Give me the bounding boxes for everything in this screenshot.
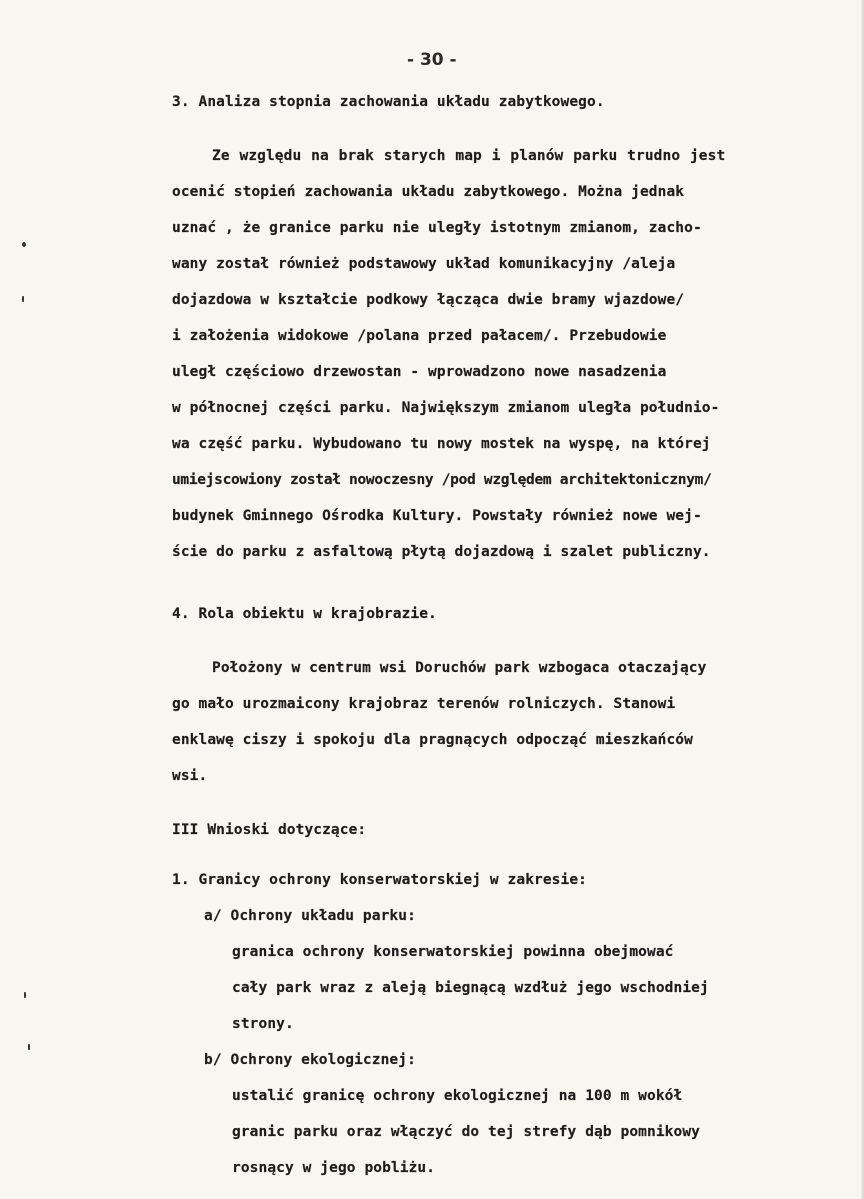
margin-tick <box>24 992 26 998</box>
text-line: go mało urozmaicony krajobraz terenów rolniczych. Stanowi <box>172 696 676 712</box>
text-line: wa część parku. Wybudowano tu nowy mostek na wyspę, na której <box>172 436 711 452</box>
text-line: enklawę ciszy i spokoju dla pragnących odpocząć mieszkańców <box>172 732 693 748</box>
margin-tick <box>22 296 24 302</box>
sub-item-b-heading: b/ Ochrony ekologicznej: <box>204 1052 416 1068</box>
list-item-1: 1. Granicy ochrony konserwatorskiej w zakresie: <box>172 872 587 888</box>
text-line: Położony w centrum wsi Doruchów park wzbogaca otaczający <box>212 660 707 676</box>
text-line: w północnej części parku. Największym zmianom uległa południo- <box>172 400 720 416</box>
text-line: i założenia widokowe /polana przed pałacem/. Przebudowie <box>172 328 667 344</box>
text-line: ocenić stopień zachowania układu zabytkowego. Można jednak <box>172 184 685 200</box>
section-iii-heading: III Wnioski dotyczące: <box>172 822 367 838</box>
text-line: dojazdowa w kształcie podkowy łącząca dwie bramy wjazdowe/ <box>172 292 685 308</box>
text-line: granic parku oraz włączyć do tej strefy dąb pomnikowy <box>232 1124 700 1140</box>
sub-item-a-heading: a/ Ochrony układu parku: <box>204 908 416 924</box>
text-line: uległ częściowo drzewostan - wprowadzono nowe nasadzenia <box>172 364 667 380</box>
text-line: strony. <box>232 1016 294 1032</box>
margin-tick <box>28 1044 30 1050</box>
page-number: - 30 - <box>407 50 457 70</box>
margin-dot <box>22 242 26 247</box>
text-line: rosnący w jego pobliżu. <box>232 1160 436 1176</box>
text-line: cały park wraz z aleją biegnącą wzdłuż jego wschodniej <box>232 980 709 996</box>
text-line: umiejscowiony został nowoczesny /pod względem architektonicznym/ <box>172 472 712 488</box>
text-line: ście do parku z asfaltową płytą dojazdową i szalet publiczny. <box>172 544 711 560</box>
text-line: wsi. <box>172 768 208 784</box>
text-line: uznać , że granice parku nie uległy istotnym zmianom, zacho- <box>172 220 702 236</box>
text-line: budynek Gminnego Ośrodka Kultury. Powstały również nowe wej- <box>172 508 702 524</box>
text-line: wany został również podstawowy układ komunikacyjny /aleja <box>172 256 676 272</box>
section-3-heading: 3. Analiza stopnia zachowania układu zabytkowego. <box>172 94 605 110</box>
text-line: Ze względu na brak starych map i planów parku trudno jest <box>212 148 726 164</box>
text-line: granica ochrony konserwatorskiej powinna obejmować <box>232 944 674 960</box>
section-4-heading: 4. Rola obiektu w krajobrazie. <box>172 606 437 622</box>
text-line: ustalić granicę ochrony ekologicznej na 100 m wokół <box>232 1088 683 1104</box>
